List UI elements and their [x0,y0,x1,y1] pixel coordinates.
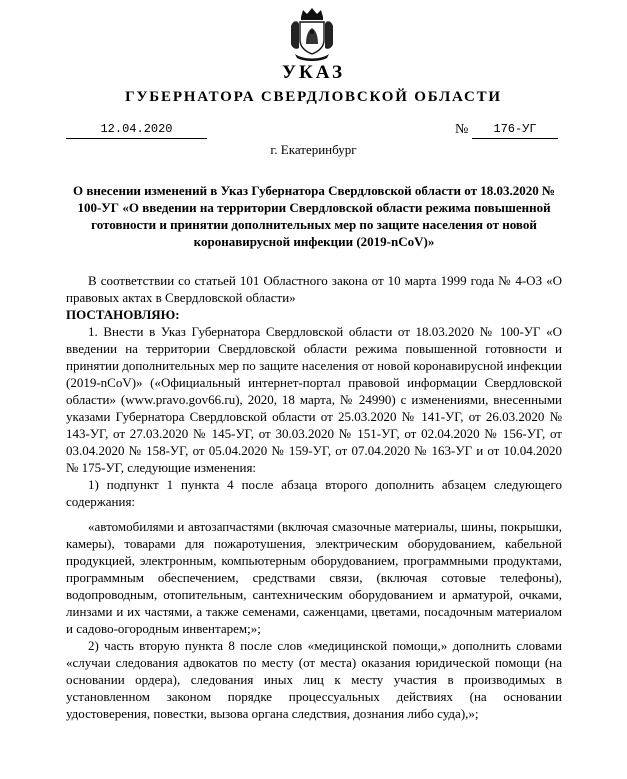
decree-heading: О внесении изменений в Указ Губернатора Свердловской области от 18.03.2020 № 100-УГ «О введении на территории Свердловской области режима повышенной готовности и принятии дополнительных мер по защите населения от новой коронавирусной инфекции (2019-nCoV)» [72,183,556,249]
document-subtitle: ГУБЕРНАТОРА СВЕРДЛОВСКОЙ ОБЛАСТИ [125,89,502,105]
decree-body [66,272,562,722]
subitem-2: 2) часть вторую пункта 8 после слов «медицинской помощи,» дополнить словами «случаи следования адвокатов по месту (от места) оказания юридической помощи (на основании ордера), следования иных лиц к месту участия в производимых в установленном законом порядке процессуальных действиях (на основании удостоверения, повестки, вызова органа следствия, дознания либо суда),»; [66,638,562,721]
document-title: УКАЗ [282,62,345,83]
coat-of-arms-icon [289,8,335,62]
number-label: № [455,122,469,137]
city-line: г. Екатеринбург [270,142,357,157]
decree-date: 12.04.2020 [66,121,207,139]
item-1: 1. Внести в Указ Губернатора Свердловской области от 18.03.2020 № 100-УГ «О введении на территории Свердловской области режима повышенной готовности и принятии дополнительных мер по защите населения от новой коронавирусной инфекции (2019-nCoV)» («Официальный интернет-портал правовой информации Свердловской области» (www.pravo.gov66.ru), 2020, 18 марта, № 24990) с изменениями, внесенными указами Губернатора Свердловской области от 25.03.2020 № 141-УГ, от 26.03.2020 № 143-УГ, от 27.03.2020 № 145-УГ, от 30.03.2020 № 151-УГ, от 02.04.2020 № 156-УГ, от 03.04.2020 № 158-УГ, от 05.04.2020 № 159-УГ, от 07.04.2020 № 163-УГ и от 10.04.2020 № 175-УГ, следующие изменения: [66,324,562,475]
subitem-1: 1) подпункт 1 пункта 4 после абзаца второго дополнить абзацем следующего содержания: [66,477,562,509]
decree-word: ПОСТАНОВЛЯЮ: [66,307,180,322]
preamble: В соответствии со статьей 101 Областного закона от 10 марта 1999 года № 4-ОЗ «О правовых актах в Свердловской области» [66,273,562,305]
quote-1: «автомобилями и автозапчастями (включая смазочные материалы, шины, покрышки, камеры), товарами для пожаротушения, электрическим оборудованием, кабельной продукцией, электронным, компьютерным оборудованием, программными продуктами, программным обеспечением, средствами связи, (включая сотовые телефоны), водопроводным, отопительным, сантехническим оборудованием и арматурой, очками, линзами и их частями, а также семенами, саженцами, цветами, посадочным материалом и садово-огородным инвентарем;»; [66,519,562,636]
decree-number: 176-УГ [472,121,558,139]
